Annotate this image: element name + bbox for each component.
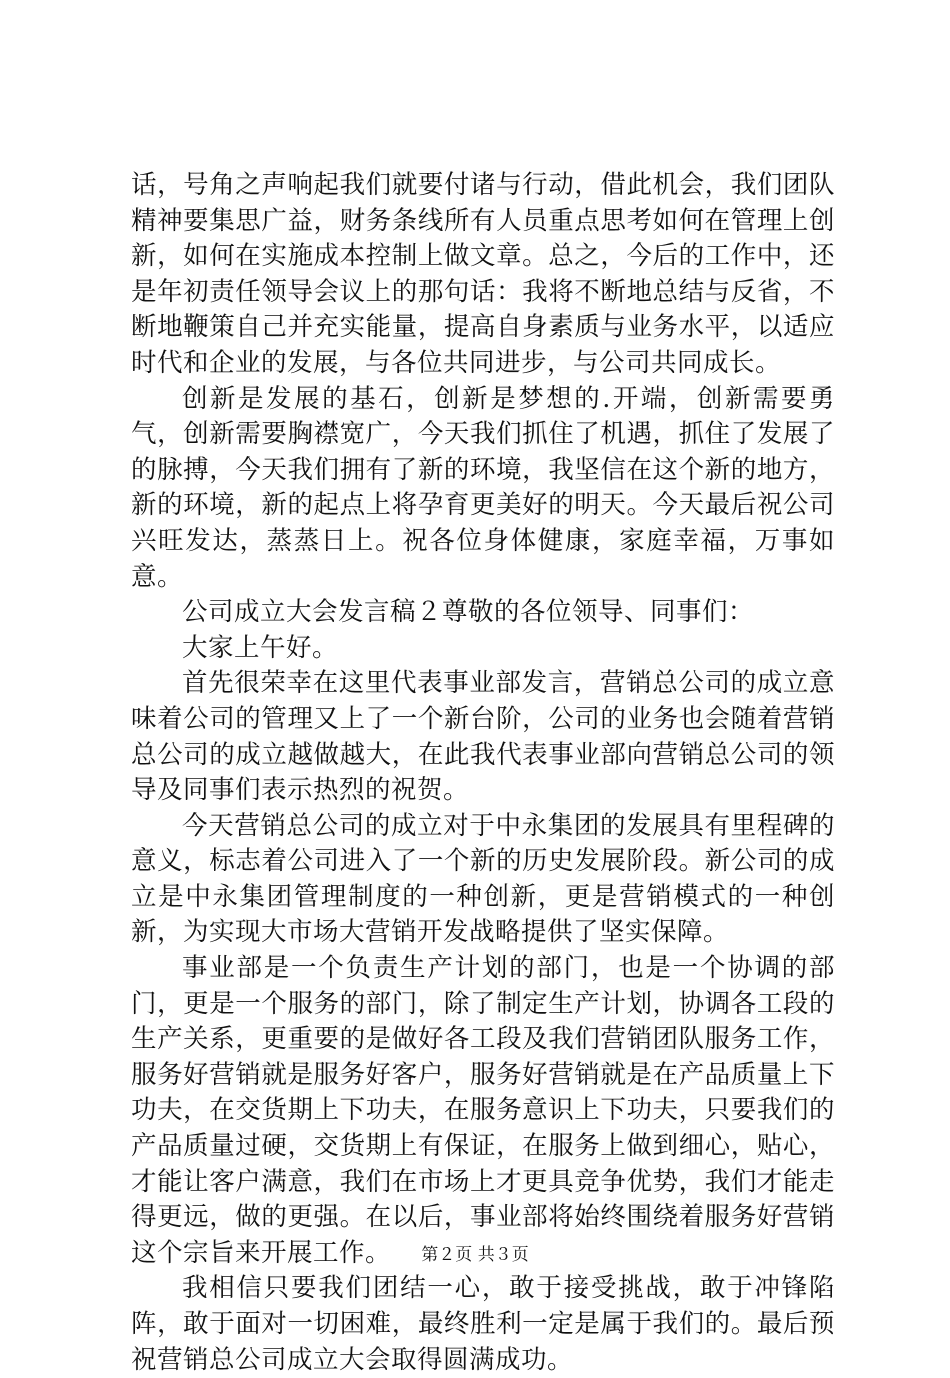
paragraph-5: 首先很荣幸在这里代表事业部发言，营销总公司的成立意味着公司的管理又上了一个新台阶，公司的业务也会随着营销总公司的成立越做越大，在此我代表事业部向营销总公司的领导及同事们表示热烈的祝贺。	[131, 668, 835, 806]
document-body	[131, 168, 835, 1378]
paragraph-2: 创新是发展的基石，创新是梦想的.开端，创新需要勇气，创新需要胸襟宽广，今天我们抓住了机遇，抓住了发展了的脉搏，今天我们拥有了新的环境，我坚信在这个新的地方，新的环境，新的起点上将孕育更美好的明天。今天最后祝公司兴旺发达，蒸蒸日上。祝各位身体健康，家庭幸福，万事如意。	[131, 383, 835, 592]
paragraph-8: 我相信只要我们团结一心，敢于接受挑战，敢于冲锋陷阵，敢于面对一切困难，最终胜利一定是属于我们的。最后预祝营销总公司成立大会取得圆满成功。	[131, 1273, 835, 1375]
paragraph-3: 公司成立大会发言稿２尊敬的各位领导、同事们：	[182, 597, 755, 628]
paragraph-6: 今天营销总公司的成立对于中永集团的发展具有里程碑的意义，标志着公司进入了一个新的历史发展阶段。新公司的成立是中永集团管理制度的一种创新，更是营销模式的一种创新，为实现大市场大营销开发战略提供了坚实保障。	[131, 810, 835, 948]
paragraph-7: 事业部是一个负责生产计划的部门，也是一个协调的部门，更是一个服务的部门，除了制定生产计划，协调各工段的生产关系，更重要的是做好各工段及我们营销团队服务工作，服务好营销就是服务好客户，服务好营销就是在产品质量上下功夫，在交货期上下功夫，在服务意识上下功夫，只要我们的产品质量过硬，交货期上有保证，在服务上做到细心，贴心，才能让客户满意，我们在市场上才更具竞争优势，我们才能走得更远，做的更强。在以后，事业部将始终围绕着服务好营销这个宗旨来开展工作。	[131, 953, 835, 1268]
page-footer: 第２页 共３页	[421, 1245, 529, 1265]
paragraph-1: 话，号角之声响起我们就要付诸与行动，借此机会，我们团队精神要集思广益，财务条线所有人员重点思考如何在管理上创新，如何在实施成本控制上做文章。总之，今后的工作中，还是年初责任领导会议上的那句话：我将不断地总结与反省，不断地鞭策自己并充实能量，提高自身素质与业务水平，以适应时代和企业的发展，与各位共同进步，与公司共同成长。	[131, 170, 835, 378]
paragraph-4: 大家上午好。	[182, 632, 339, 663]
